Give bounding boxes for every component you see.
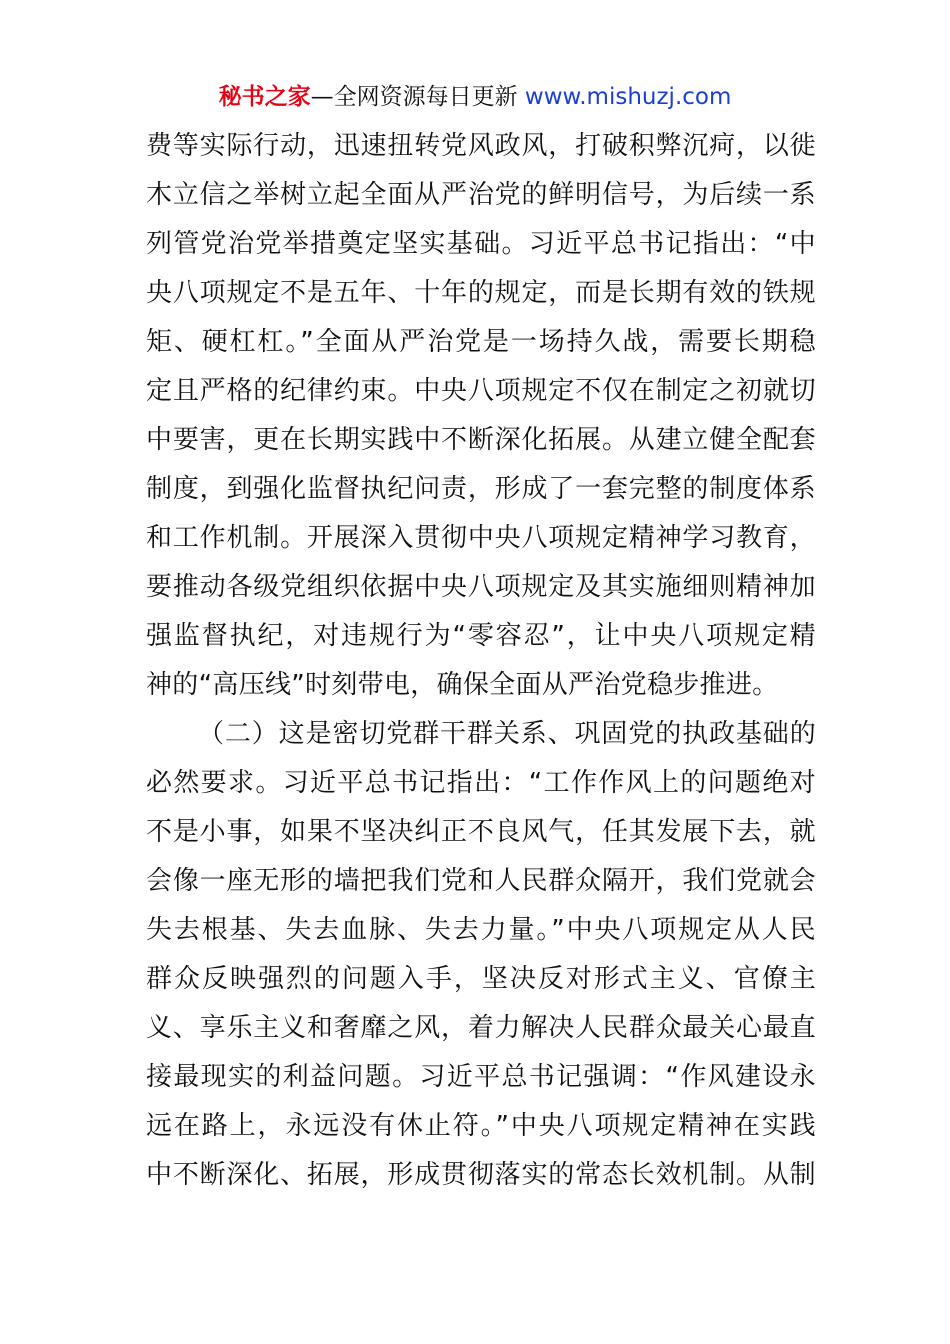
text-line: 会像一座无形的墙把我们党和人民群众隔开，我们党就会	[146, 866, 816, 896]
text-line: 和工作机制。开展深入贯彻中央八项规定精神学习教育，	[146, 523, 816, 553]
text-line: 矩、硬杠杠。”全面从严治党是一场持久战，需要长期稳	[146, 327, 816, 357]
document-body	[146, 122, 816, 1200]
text-line: 接最现实的利益问题。习近平总书记强调：“作风建设永	[146, 1062, 816, 1092]
site-tagline: —全网资源每日更新	[310, 84, 525, 110]
text-line: 木立信之举树立起全面从严治党的鲜明信号，为后续一系	[146, 180, 816, 210]
text-line: 央八项规定不是五年、十年的规定，而是长期有效的铁规	[146, 278, 816, 308]
text-line: 群众反映强烈的问题入手，坚决反对形式主义、官僚主	[146, 964, 816, 994]
text-line: 制度，到强化监督执纪问责，形成了一套完整的制度体系	[146, 474, 816, 504]
text-line: 定且严格的纪律约束。中央八项规定不仅在制定之初就切	[146, 376, 816, 406]
text-line: 义、享乐主义和奢靡之风，着力解决人民群众最关心最直	[146, 1013, 816, 1043]
text-line: 强监督执纪，对违规行为“零容忍”，让中央八项规定精	[146, 621, 816, 651]
text-line: 中要害，更在长期实践中不断深化拓展。从建立健全配套	[146, 425, 816, 455]
text-line: 失去根基、失去血脉、失去力量。”中央八项规定从人民	[146, 915, 816, 945]
site-url-link[interactable]: www.mishuzj.com	[524, 84, 732, 110]
paragraph-end-line: 神的“高压线”时刻带电，确保全面从严治党稳步推进。	[146, 670, 779, 700]
text-line: 远在路上，永远没有休止符。”中央八项规定精神在实践	[146, 1111, 816, 1141]
text-line: 列管党治党举措奠定坚实基础。习近平总书记指出：“中	[146, 229, 816, 259]
site-header	[0, 80, 950, 114]
text-line: 必然要求。习近平总书记指出：“工作作风上的问题绝对	[146, 768, 816, 798]
text-line: 要推动各级党组织依据中央八项规定及其实施细则精神加	[146, 572, 816, 602]
text-line: 不是小事，如果不坚决纠正不良风气，任其发展下去，就	[146, 817, 816, 847]
section-heading-line: （二）这是密切党群干群关系、巩固党的执政基础的	[198, 719, 816, 749]
site-brand: 秘书之家	[218, 84, 311, 110]
text-line: 费等实际行动，迅速扭转党风政风，打破积弊沉疴，以徙	[146, 131, 816, 161]
text-line: 中不断深化、拓展，形成贯彻落实的常态长效机制。从制	[146, 1160, 816, 1190]
